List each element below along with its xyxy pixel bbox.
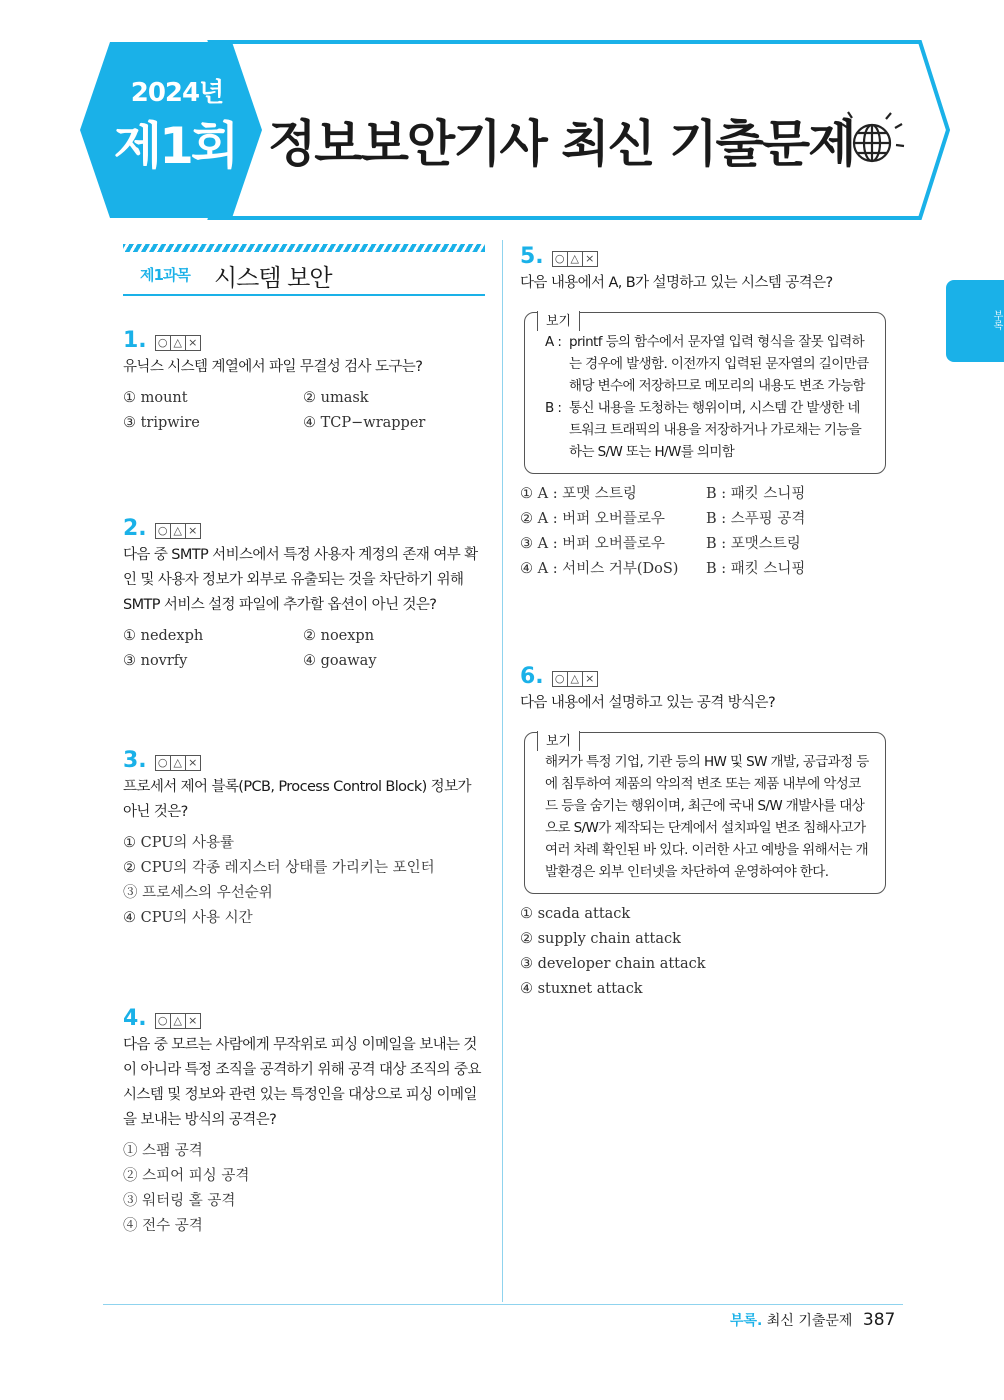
question-number: 2. bbox=[123, 516, 147, 541]
option-4[interactable]: ④ goaway bbox=[303, 653, 377, 669]
section-subject: 제1과목 bbox=[140, 266, 190, 284]
question-number: 6. bbox=[520, 664, 544, 689]
option-3[interactable]: ③ 워터링 홀 공격 bbox=[123, 1193, 236, 1209]
option-1[interactable]: ① 스팸 공격 bbox=[123, 1143, 203, 1159]
option-3[interactable]: ③ tripwire bbox=[123, 415, 200, 431]
option-4[interactable]: ④ A : 서비스 거부(DoS) B : 패킷 스니핑 bbox=[520, 561, 806, 577]
question-text: 다음 내용에서 A, B가 설명하고 있는 시스템 공격은? bbox=[520, 275, 833, 291]
option-1[interactable]: ① nedexph bbox=[123, 628, 204, 644]
question-number: 5. bbox=[520, 244, 544, 269]
section-stripe bbox=[123, 244, 485, 252]
side-tab bbox=[946, 280, 1004, 362]
question-4 bbox=[123, 1006, 485, 1239]
section-underline bbox=[123, 294, 485, 296]
column-divider bbox=[502, 240, 503, 1302]
question-2 bbox=[123, 516, 485, 674]
option-3[interactable]: ③ developer chain attack bbox=[520, 956, 706, 972]
footer-line bbox=[103, 1304, 903, 1305]
exam-round: 제1회 bbox=[113, 117, 237, 175]
option-3[interactable]: ③ novrfy bbox=[123, 653, 188, 669]
option-1[interactable]: ① A : 포맷 스트링 B : 패킷 스니핑 bbox=[520, 486, 806, 502]
question-number: 1. bbox=[123, 328, 147, 353]
review-marks: ○ △ × bbox=[552, 671, 598, 687]
side-tab-label: 부록 bbox=[991, 310, 1002, 330]
footer-appendix: 부록. bbox=[730, 1313, 763, 1329]
review-marks: ○ △ × bbox=[155, 1013, 201, 1029]
option-2[interactable]: ② supply chain attack bbox=[520, 931, 681, 947]
option-2[interactable]: ② umask bbox=[303, 390, 369, 406]
example-label: 보기 bbox=[537, 311, 580, 331]
question-5 bbox=[520, 244, 876, 582]
example-item-a: A : printf 등의 함수에서 문자열 입력 형식을 잘못 입력하는 경우에 발생함. 이전까지 입력된 문자열의 길이만큼 해당 변수에 저장하므로 메모리의 내용도 변조 가능함 bbox=[545, 334, 869, 394]
question-text: 프로세서 제어 블록(PCB, Process Control Block) 정보가 아닌 것은? bbox=[123, 779, 471, 820]
page-title: 정보보안기사 최신 기출문제 bbox=[268, 115, 855, 173]
question-1 bbox=[123, 328, 485, 436]
example-label: 보기 bbox=[537, 731, 580, 751]
example-box bbox=[524, 732, 886, 894]
review-marks: ○ △ × bbox=[155, 755, 201, 771]
page-number: 387 bbox=[862, 1310, 896, 1330]
review-marks: ○ △ × bbox=[552, 251, 598, 267]
question-3 bbox=[123, 748, 485, 931]
option-4[interactable]: ④ CPU의 사용 시간 bbox=[123, 910, 253, 926]
question-text: 유닉스 시스템 계열에서 파일 무결성 검사 도구는? bbox=[123, 359, 423, 375]
footer-title: 최신 기출문제 bbox=[766, 1313, 853, 1329]
option-3[interactable]: ③ 프로세스의 우선순위 bbox=[123, 885, 273, 901]
exam-year: 2024년 bbox=[130, 78, 224, 108]
question-text: 다음 중 모르는 사람에게 무작위로 피싱 이메일을 보내는 것이 아니라 특정 조직을 공격하기 위해 공격 대상 조직의 중요 시스템 및 정보와 관련 있는 특정인을 대상으로 피싱 이메일을 보내는 방식의 공격은? bbox=[123, 1037, 481, 1128]
option-3[interactable]: ③ A : 버퍼 오버플로우 B : 포맷스트링 bbox=[520, 536, 801, 552]
question-text: 다음 중 SMTP 서비스에서 특정 사용자 계정의 존재 여부 확인 및 사용자 정보가 외부로 유출되는 것을 차단하기 위해 SMTP 서비스 설정 파일에 추가할 옵션이 아닌 것은? bbox=[123, 547, 478, 613]
question-text: 다음 내용에서 설명하고 있는 공격 방식은? bbox=[520, 695, 776, 711]
option-1[interactable]: ① CPU의 사용률 bbox=[123, 835, 235, 851]
example-text: 해커가 특정 기업, 기관 등의 HW 및 SW 개발, 공급과정 등에 침투하여 제품의 악의적 변조 또는 제품 내부에 악성코드 등을 숨기는 행위이며, 최근에 국내 S/W 개발사를 대상으로 S/W가 제작되는 단계에서 설치파일 변조 침해사고가 여러 차례 확인된 바 있다. 이러한 사고 예방을 위해서는 개발환경은 외부 인터넷을 차단하여 운영하여야 한다. bbox=[545, 754, 869, 880]
question-6 bbox=[520, 664, 876, 1002]
example-item-b: B : 통신 내용을 도청하는 행위이며, 시스템 간 발생한 네트워크 트래픽의 내용을 저장하거나 가로채는 기능을 하는 S/W 또는 H/W를 의미함 bbox=[545, 400, 862, 460]
option-4[interactable]: ④ 전수 공격 bbox=[123, 1218, 203, 1234]
section-title: 시스템 보안 bbox=[214, 264, 332, 292]
footer bbox=[730, 1310, 895, 1330]
option-2[interactable]: ② A : 버퍼 오버플로우 B : 스푸핑 공격 bbox=[520, 511, 806, 527]
option-4[interactable]: ④ TCP−wrapper bbox=[303, 415, 426, 431]
review-marks: ○ △ × bbox=[155, 523, 201, 539]
question-number: 3. bbox=[123, 748, 147, 773]
example-box bbox=[524, 312, 886, 474]
option-2[interactable]: ② 스피어 피싱 공격 bbox=[123, 1168, 250, 1184]
question-number: 4. bbox=[123, 1006, 147, 1031]
option-2[interactable]: ② CPU의 각종 레지스터 상태를 가리키는 포인터 bbox=[123, 860, 435, 876]
option-1[interactable]: ① mount bbox=[123, 390, 188, 406]
option-2[interactable]: ② noexpn bbox=[303, 628, 375, 644]
option-1[interactable]: ① scada attack bbox=[520, 906, 631, 922]
option-4[interactable]: ④ stuxnet attack bbox=[520, 981, 643, 997]
review-marks: ○ △ × bbox=[155, 335, 201, 351]
